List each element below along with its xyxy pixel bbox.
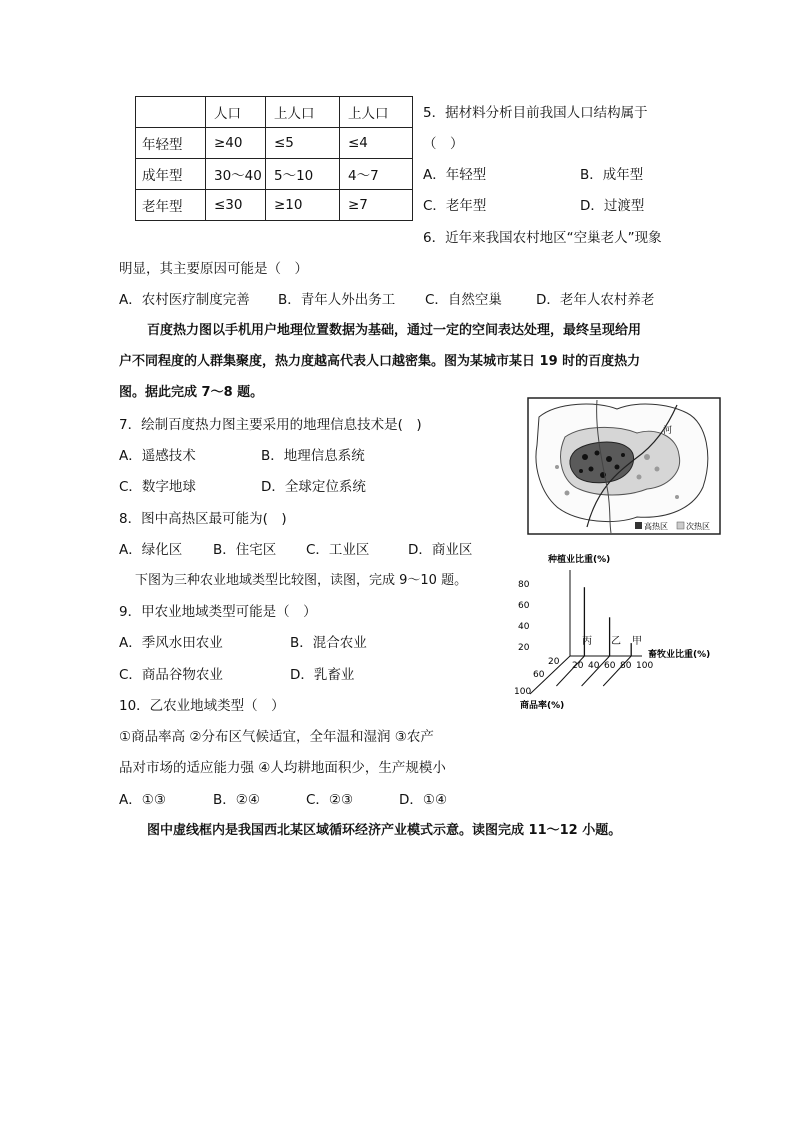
q8-option-c: C．工业区 <box>306 542 370 558</box>
table-row <box>136 159 413 190</box>
q6-stem-line1: 6．近年来我国农村地区“空巢老人”现象 <box>423 230 662 246</box>
q5-option-b: B．成年型 <box>580 167 644 183</box>
q9-option-a: A．季风水田农业 <box>119 635 223 651</box>
q7-option-c: C．数字地球 <box>119 479 196 495</box>
q6-stem-line2: 明显，其主要原因可能是（ ） <box>119 261 308 277</box>
table-header-row <box>136 97 413 128</box>
q9-option-c: C．商品谷物农业 <box>119 667 223 683</box>
series-label-jia: 甲 <box>632 636 642 647</box>
q7-stem: 7．绘制百度热力图主要采用的地理信息技术是( ) <box>119 417 422 433</box>
passage2: 下图为三种农业地域类型比较图，读图，完成 9～10 题。 <box>135 573 468 588</box>
baidu-heatmap-figure <box>527 397 721 535</box>
q10-option-d: D．①④ <box>399 792 448 808</box>
q5-stem: 5．据材料分析目前我国人口结构属于 <box>423 105 648 121</box>
table-header-cell: 上人口 <box>340 97 413 128</box>
q10-stem: 10．乙农业地域类型（ ） <box>119 698 285 714</box>
legend-sub-swatch <box>677 522 684 529</box>
y-axis-label: 种植业比重(%) <box>548 555 611 565</box>
q6-option-b: B．青年人外出务工 <box>278 292 396 308</box>
q5-option-a: A．年轻型 <box>423 167 487 183</box>
q9-stem: 9．甲农业地域类型可能是（ ） <box>119 604 317 620</box>
q6-option-d: D．老年人农村养老 <box>536 292 655 308</box>
q8-option-b: B．住宅区 <box>213 542 277 558</box>
table-header-cell: 人口 <box>206 97 266 128</box>
table-header-cell: 上人口 <box>266 97 340 128</box>
table-cell: ≤30 <box>206 190 266 221</box>
z-tick-label: 100 <box>514 687 532 697</box>
q10-statement-line2: 品对市场的适应能力强 ④人均耕地面积少，生产规模小 <box>119 760 446 776</box>
table-cell: 年轻型 <box>136 128 206 159</box>
legend-high-label: 高热区 <box>644 522 668 531</box>
y-tick-label: 80 <box>518 580 530 590</box>
table-cell: 30～40 <box>206 159 266 190</box>
q10-option-b: B．②④ <box>213 792 260 808</box>
q8-option-a: A．绿化区 <box>119 542 183 558</box>
z-tick-label: 20 <box>548 657 560 667</box>
passage1-line1: 百度热力图以手机用户地理位置数据为基础，通过一定的空间表达处理，最终呈现给用 <box>147 323 642 338</box>
q9-option-d: D．乳畜业 <box>290 667 355 683</box>
x-tick-label: 60 <box>604 661 616 671</box>
x-tick-label: 100 <box>636 661 654 671</box>
table-cell: ≥40 <box>206 128 266 159</box>
table-row <box>136 190 413 221</box>
population-structure-table <box>135 96 413 221</box>
y-tick-label: 60 <box>518 601 530 611</box>
q10-option-a: A．①③ <box>119 792 166 808</box>
series-label-bing: 丙 <box>582 636 592 647</box>
passage3: 图中虚线框内是我国西北某区域循环经济产业模式示意。读图完成 11～12 小题。 <box>147 823 622 838</box>
table-cell: 4～7 <box>340 159 413 190</box>
table-cell: ≥10 <box>266 190 340 221</box>
z-tick-label: 60 <box>533 670 545 680</box>
legend-sub-label: 次热区 <box>686 522 710 531</box>
table-cell: 成年型 <box>136 159 206 190</box>
x-tick-label: 40 <box>588 661 600 671</box>
series-label-yi: 乙 <box>611 636 621 647</box>
table-header-cell <box>136 97 206 128</box>
q7-option-d: D．全球定位系统 <box>261 479 366 495</box>
legend-high-swatch <box>635 522 642 529</box>
table-cell: 老年型 <box>136 190 206 221</box>
x-tick-label: 20 <box>572 661 584 671</box>
table-row <box>136 128 413 159</box>
series-depth-line-丙 <box>556 656 584 686</box>
river-label: 河 <box>663 426 673 436</box>
q10-option-c: C．②③ <box>306 792 354 808</box>
table-cell: ≤4 <box>340 128 413 159</box>
q5-option-c: C．老年型 <box>423 198 487 214</box>
q9-option-b: B．混合农业 <box>290 635 367 651</box>
q7-option-a: A．遥感技术 <box>119 448 196 464</box>
x-axis-label: 畜牧业比重(%) <box>648 650 711 660</box>
q7-option-b: B．地理信息系统 <box>261 448 365 464</box>
q6-option-a: A．农村医疗制度完善 <box>119 292 250 308</box>
table-cell: ≥7 <box>340 190 413 221</box>
y-tick-label: 40 <box>518 622 530 632</box>
passage1-line2: 户不同程度的人群集聚度，热力度越高代表人口越密集。图为某城市某日 19 时的百度热力 <box>119 354 641 369</box>
q10-statement-line1: ①商品率高 ②分布区气候适宜，全年温和湿润 ③农产 <box>119 729 434 745</box>
q6-option-c: C．自然空巢 <box>425 292 502 308</box>
agriculture-comparison-chart <box>508 548 740 718</box>
table-cell: ≤5 <box>266 128 340 159</box>
table-cell: 5～10 <box>266 159 340 190</box>
q8-option-d: D．商业区 <box>408 542 473 558</box>
x-tick-label: 80 <box>620 661 632 671</box>
q5-option-d: D．过渡型 <box>580 198 645 214</box>
q8-stem: 8．图中高热区最可能为( ) <box>119 511 287 527</box>
q5-blank: （ ） <box>423 136 464 152</box>
y-tick-label: 20 <box>518 643 530 653</box>
z-axis-label: 商品率(%) <box>520 701 565 711</box>
passage1-line3: 图。据此完成 7～8 题。 <box>119 385 264 400</box>
